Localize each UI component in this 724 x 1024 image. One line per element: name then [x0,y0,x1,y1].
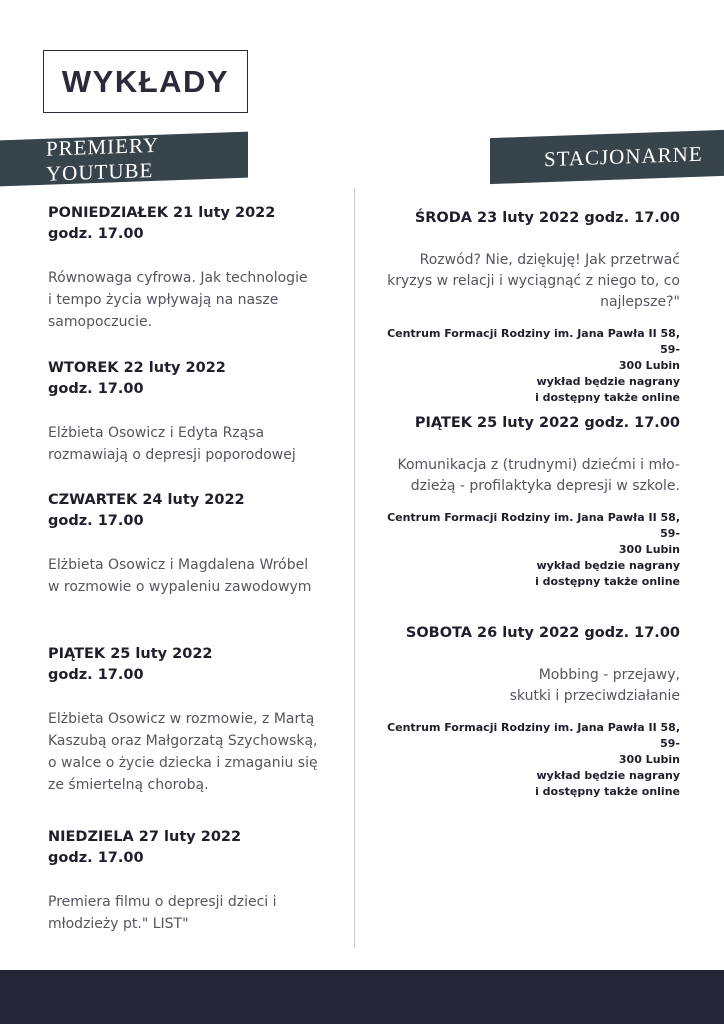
banner-youtube-premieres [0,132,248,187]
recording-note: wykład będzie nagrany [536,375,680,388]
event-item [380,208,680,406]
venue-line: 300 Lubin [618,753,680,766]
description-line: o walce o życie dziecka i zmaganiu się [48,755,318,771]
event-description [380,665,680,707]
event-description [48,267,308,333]
event-description [48,708,318,796]
event-time: godz. 17.00 [48,667,144,683]
event-heading: ŚRODA 23 luty 2022 godz. 17.00 [414,210,680,226]
recording-note: wykład będzie nagrany [536,769,680,782]
event-description [48,554,311,598]
description-line: samopoczucie. [48,314,153,330]
description-line: ze śmiertelną chorobą. [48,777,209,793]
venue-line: Centrum Formacji Rodziny im. Jana Pawła II 58, 59- [387,327,680,356]
event-time: godz. 17.00 [48,226,144,242]
event-time: godz. 17.00 [48,381,144,397]
event-date: NIEDZIELA 27 luty 2022 [48,829,242,845]
event-item [380,623,680,800]
page-title: WYKŁADY [43,50,248,113]
event-item [48,358,296,466]
venue-line: Centrum Formacji Rodziny im. Jana Pawła II 58, 59- [387,721,680,750]
description-line: Równowaga cyfrowa. Jak technologie [48,270,308,286]
description-line: w rozmowie o wypaleniu zawodowym [48,579,312,595]
description-line: kryzys w relacji i wyciągnąć z niego to, co [387,273,680,289]
event-item [48,644,318,796]
banner-label: PREMIERY YOUTUBE [46,132,159,186]
recording-note: i dostępny także online [535,391,680,404]
venue-line: 300 Lubin [618,359,680,372]
description-line: Elżbieta Osowicz i Magdalena Wróbel [48,557,309,573]
event-date: WTOREK 22 luty 2022 [48,360,226,376]
description-line: i tempo życia wpływają na nasze [48,292,279,308]
event-heading: PIĄTEK 25 luty 2022 godz. 17.00 [414,415,680,431]
event-description [48,891,277,935]
event-date: CZWARTEK 24 luty 2022 [48,492,245,508]
description-line: Elżbieta Osowicz i Edyta Rząsa [48,425,265,441]
venue-line: 300 Lubin [618,543,680,556]
description-line: dzieżą - profilaktyka depresji w szkole. [410,478,680,494]
event-venue [380,510,680,590]
description-line: Premiera filmu o depresji dzieci i [48,894,277,910]
description-line: skutki i przeciwdziałanie [509,688,680,704]
footer-bar [0,970,724,1024]
event-description [380,455,680,497]
event-venue [380,720,680,800]
venue-line: Centrum Formacji Rodziny im. Jana Pawła II 58, 59- [387,511,680,540]
description-line: Mobbing - przejawy, [538,667,680,683]
description-line: Elżbieta Osowicz w rozmowie, z Martą [48,711,315,727]
banner-onsite [490,130,724,184]
event-item [380,413,680,590]
description-line: Kaszubą oraz Małgorzatą Szychowską, [48,733,318,749]
event-description [380,250,680,313]
event-time: godz. 17.00 [48,850,144,866]
event-date: PONIEDZIAŁEK 21 luty 2022 [48,205,276,221]
description-line: młodzieży pt." LIST" [48,916,189,932]
event-description [48,422,296,466]
event-item [48,203,308,333]
event-item [48,490,311,598]
description-line: rozmawiają o depresji poporodowej [48,447,296,463]
event-item [48,827,277,935]
recording-note: i dostępny także online [535,575,680,588]
recording-note: i dostępny także online [535,785,680,798]
column-divider [354,188,355,948]
recording-note: wykład będzie nagrany [536,559,680,572]
event-heading: SOBOTA 26 luty 2022 godz. 17.00 [405,625,680,641]
banner-label: STACJONARNE [544,141,703,171]
description-line: Komunikacja z (trudnymi) dziećmi i mło- [397,457,680,473]
description-line: najlepsze?" [600,294,680,310]
event-venue [380,326,680,406]
event-date: PIĄTEK 25 luty 2022 [48,646,213,662]
description-line: Rozwód? Nie, dziękuję! Jak przetrwać [419,252,680,268]
event-time: godz. 17.00 [48,513,144,529]
